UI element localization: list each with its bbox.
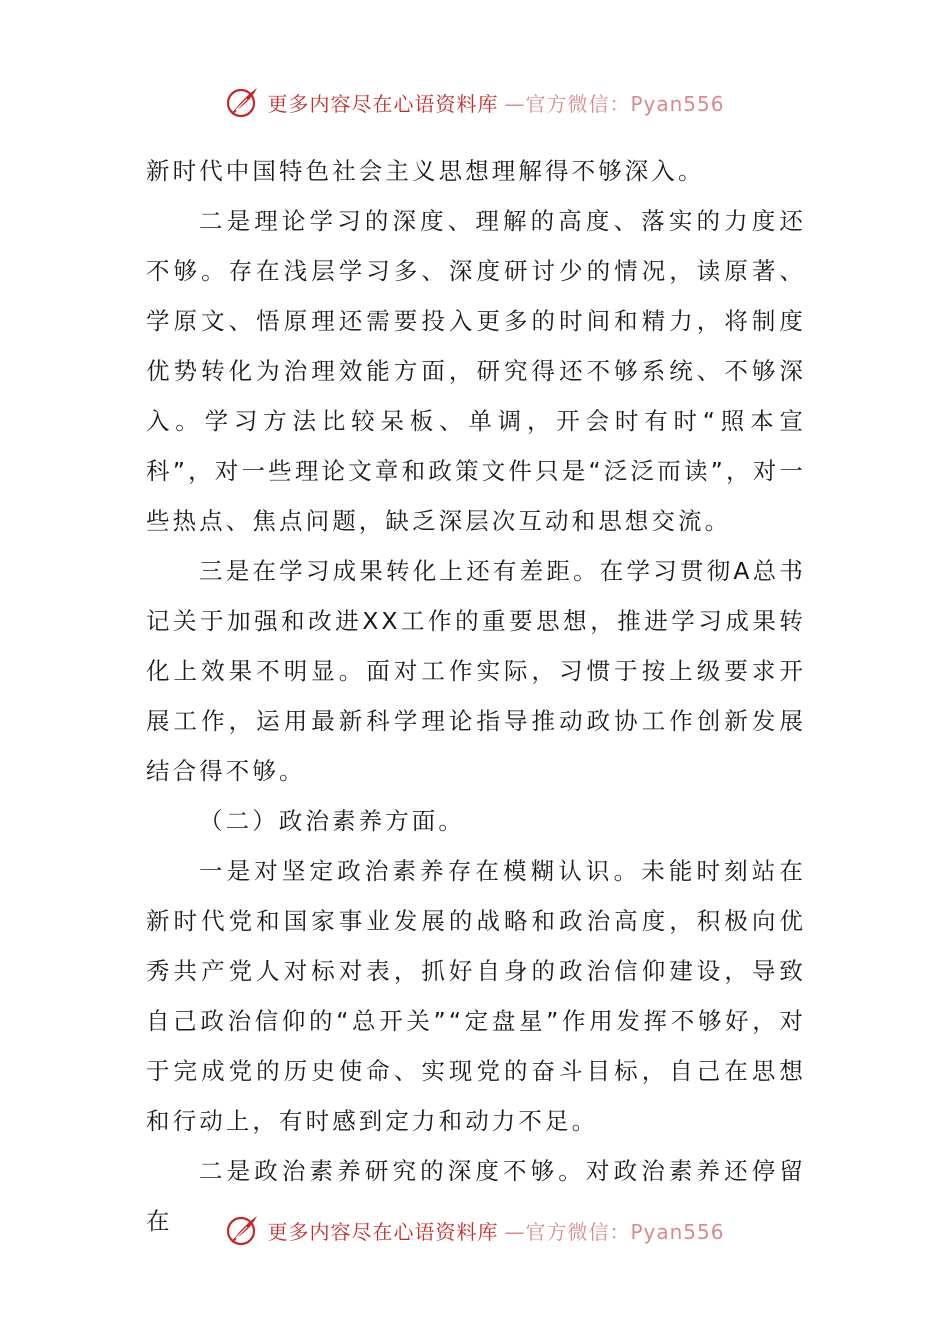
watermark-sub-text: —官方微信：Pyan556 — [504, 1219, 725, 1244]
header-watermark — [0, 82, 950, 122]
watermark-main-text: 更多内容尽在心语资料库 — [267, 1219, 499, 1244]
section-heading: （二）政治素养方面。 — [199, 807, 465, 835]
watermark-sub-text: —官方微信：Pyan556 — [504, 91, 725, 116]
paragraph: 二是理论学习的深度、理解的高度、落实的力度还不够。存在浅层学习多、深度研讨少的情况，读原著、学原文、悟原理还需要投入更多的时间和精力，将制度优势转化为治理效能方面，研究得还不够系统、不够深入。学习方法比较呆板、单调，开会时有时“照本宣科”，对一些理论文章和政策文件只是“泛泛而读”，对一些热点、焦点问题，缺乏深层次互动和思想交流。 — [146, 207, 806, 535]
quill-logo-icon — [225, 1212, 261, 1248]
watermark-main-text: 更多内容尽在心语资料库 — [267, 91, 499, 116]
paragraph: 一是对坚定政治素养存在模糊认识。未能时刻站在新时代党和国家事业发展的战略和政治高度，积极向优秀共产党人对标对表，抓好自身的政治信仰建设，导致自己政治信仰的“总开关”“定盘星”作用发挥不够好，对于完成党的历史使命、实现党的奋斗目标，自己在思想和行动上，有时感到定力和动力不足。 — [146, 857, 806, 1135]
paragraph: 三是在学习成果转化上还有差距。在学习贯彻A总书记关于加强和改进XX工作的重要思想，推进学习成果转化上效果不明显。面对工作实际，习惯于按上级要求开展工作，运用最新科学理论指导推动政协工作创新发展结合得不够。 — [146, 557, 806, 785]
document-body — [146, 146, 806, 1246]
quill-logo-icon — [225, 84, 261, 120]
paragraph: 新时代中国特色社会主义思想理解得不够深入。 — [146, 157, 705, 185]
paragraph: 二是政治素养研究的深度不够。对政治素养还停留在 — [146, 1157, 806, 1235]
footer-watermark — [0, 1210, 950, 1250]
